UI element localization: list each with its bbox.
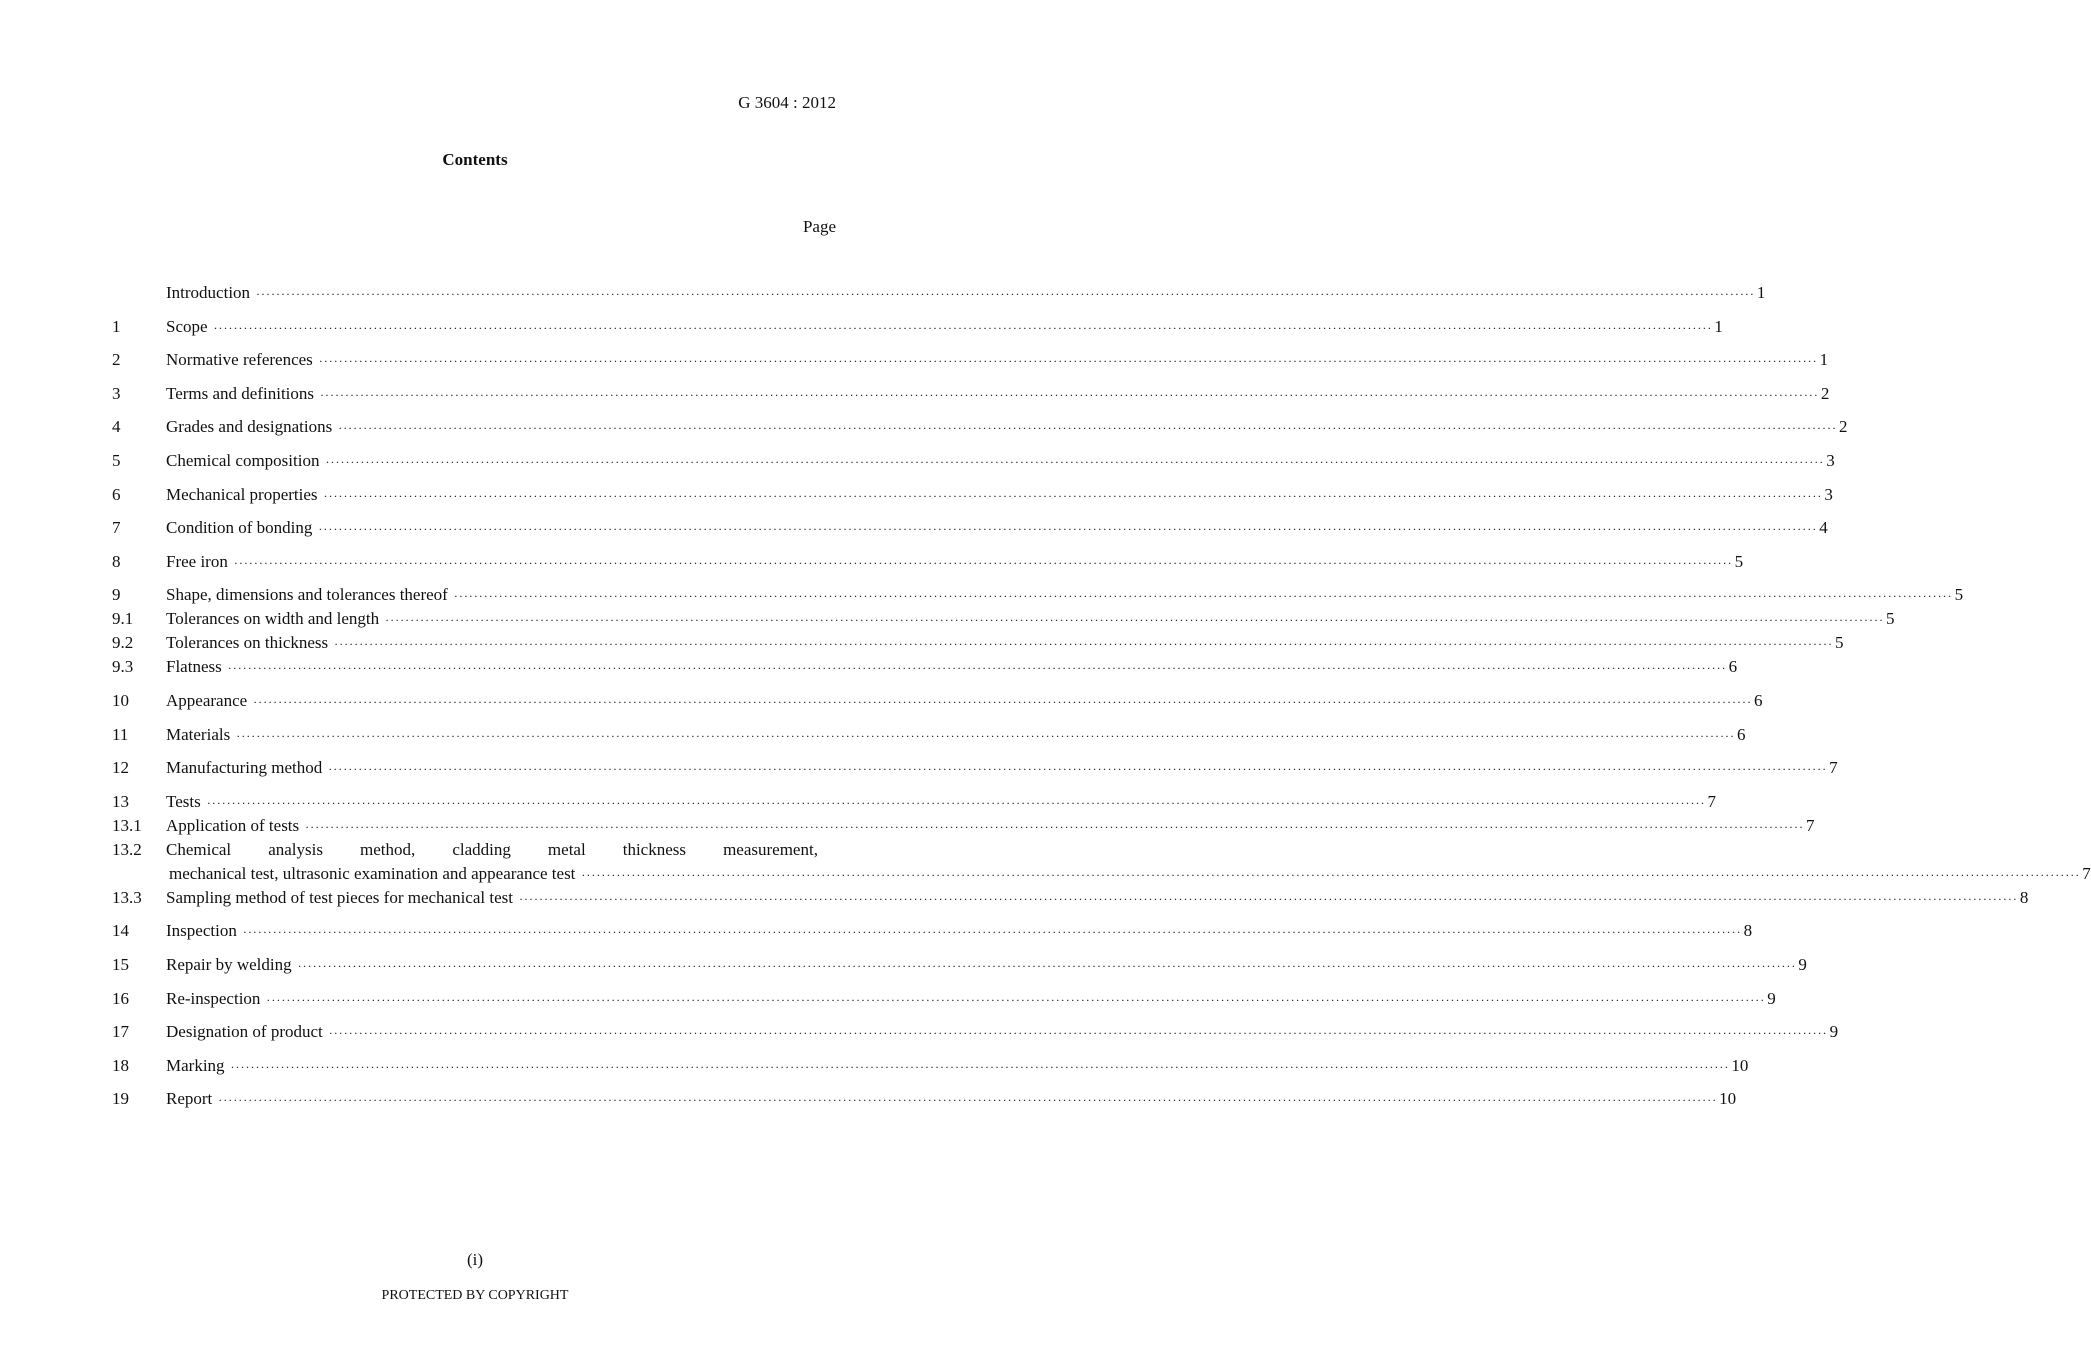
dot-leader: ············································································································································································································································································································ <box>227 661 1727 676</box>
dot-leader: ············································································································································································································································································································ <box>328 762 1828 777</box>
dot-leader: ············································································································································································································································································································ <box>305 819 1804 834</box>
dot-leader: ············································································································································································································································································································ <box>518 891 2018 906</box>
dot-leader: ············································································································································································································································································································ <box>581 867 2081 882</box>
toc-entry-number: 9.3 <box>112 657 134 677</box>
dot-leader: ············································································································································································································································································································ <box>318 354 1818 369</box>
toc-entry-page: 1 <box>1819 350 1829 370</box>
toc-entry[interactable] <box>112 953 1807 977</box>
toc-entry[interactable] <box>112 886 2029 910</box>
copyright-notice: PROTECTED BY COPYRIGHT <box>381 1288 569 1303</box>
dot-leader: ············································································································································································································································································································ <box>266 992 1766 1007</box>
toc-entry[interactable] <box>112 1020 1839 1044</box>
page-folio: (i) <box>466 1250 484 1269</box>
toc-entry[interactable] <box>112 723 1746 747</box>
toc-entry-page: 9 <box>1829 1022 1839 1042</box>
toc-entry-number: 10 <box>112 690 129 710</box>
toc-entry-page: 9 <box>1798 954 1807 974</box>
toc-entry[interactable] <box>112 919 1753 943</box>
toc-entry[interactable] <box>112 315 1723 339</box>
toc-entry-page: 3 <box>1826 450 1835 470</box>
toc-entry-page: 5 <box>1834 633 1844 653</box>
toc-entry-page: 2 <box>1820 383 1830 403</box>
page-column-label: Page <box>802 217 836 236</box>
toc-entry[interactable] <box>112 382 1830 406</box>
toc-entry-title: Tests <box>166 791 201 811</box>
dot-leader: ············································································································································································································································································································ <box>253 694 1752 709</box>
toc-entry-page: 2 <box>1839 417 1848 437</box>
toc-entry-number: 9.2 <box>112 633 134 653</box>
toc-entry-page: 6 <box>1737 724 1746 744</box>
toc-entry-title: Manufacturing method <box>166 758 323 778</box>
toc-entry-number: 16 <box>112 988 129 1008</box>
toc-entry-title: Report <box>166 1089 213 1109</box>
dot-leader: ············································································································································································································································································································ <box>338 421 1838 436</box>
dot-leader: ············································································································································································································································································································ <box>256 287 1755 301</box>
toc-entry-title: Grades and designations <box>166 417 333 437</box>
toc-entry-title: Appearance <box>166 690 248 710</box>
toc-entry-title: Application of tests <box>166 815 300 835</box>
toc-entry-title: Tolerances on thickness <box>166 633 329 653</box>
toc-entry-page: 7 <box>1805 815 1815 835</box>
toc-entry-page: 10 <box>1719 1089 1737 1109</box>
toc-entry-page: 3 <box>1824 484 1833 504</box>
toc-entry-title: Scope <box>166 316 208 336</box>
toc-entry-title: Chemical composition <box>166 450 320 470</box>
toc-entry-number: 3 <box>112 383 121 403</box>
toc-entry[interactable] <box>112 655 1738 679</box>
toc-entry-number: 13.3 <box>112 887 142 907</box>
dot-leader: ············································································································································································································································································································ <box>206 795 1706 810</box>
dot-leader: ············································································································································································································································································································ <box>297 958 1797 973</box>
toc-entry-page: 1 <box>1714 316 1723 336</box>
toc-entry-title: Re-inspection <box>166 988 261 1008</box>
toc-entry-number: 17 <box>112 1022 129 1042</box>
toc-entry-page: 9 <box>1767 988 1776 1008</box>
dot-leader: ············································································································································································································································································································ <box>318 522 1818 537</box>
toc-entry-title: Terms and definitions <box>166 383 315 403</box>
toc-entry-title: Shape, dimensions and tolerances thereof <box>166 585 448 605</box>
toc-entry[interactable] <box>112 550 1744 574</box>
toc-entry-number: 7 <box>112 518 121 538</box>
toc-entry-number: 2 <box>112 350 121 370</box>
toc-entry-title: Flatness <box>166 657 222 677</box>
dot-leader: ············································································································································································································································································································ <box>218 1093 1718 1108</box>
toc-entry-number: 1 <box>112 316 121 336</box>
toc-entry[interactable] <box>112 631 1844 655</box>
toc-entry-number: 11 <box>112 724 129 744</box>
toc-entry-number: 14 <box>112 921 129 941</box>
toc-entry[interactable] <box>112 583 1964 607</box>
toc-entry-title: Inspection <box>166 921 237 941</box>
dot-leader: ············································································································································································································································································································ <box>230 1059 1730 1074</box>
dot-leader: ············································································································································································································································································································ <box>334 637 1833 652</box>
toc-entry-page: 1 <box>1756 283 1766 302</box>
dot-leader: ············································································································································································································································································································ <box>242 925 1742 940</box>
dot-leader: ············································································································································································································································································································ <box>385 613 1884 628</box>
document-id: G 3604 : 2012 <box>738 93 836 112</box>
toc-entry-title: Marking <box>166 1055 225 1075</box>
toc-entry-title: Repair by welding <box>166 954 292 974</box>
toc-entry[interactable] <box>112 1054 1749 1078</box>
toc-entry-title: Tolerances on width and length <box>166 609 380 629</box>
toc-entry[interactable] <box>112 449 1835 473</box>
toc-entry-title: Mechanical properties <box>166 484 318 504</box>
toc-entry-number: 18 <box>112 1055 129 1075</box>
toc-entry-page: 5 <box>1954 585 1964 605</box>
toc-entry[interactable] <box>112 516 1828 540</box>
dot-leader: ············································································································································································································································································································ <box>325 454 1825 469</box>
toc-entry-title: Designation of product <box>166 1022 323 1042</box>
dot-leader: ············································································································································································································································································································ <box>323 488 1823 503</box>
toc-entry-number: 19 <box>112 1089 129 1109</box>
toc-entry[interactable] <box>112 607 1895 631</box>
toc-entry-page: 8 <box>1743 921 1753 941</box>
toc-entry-title: Introduction <box>166 283 251 302</box>
toc-entry[interactable] <box>112 483 1833 507</box>
dot-leader: ············································································································································································································································································································ <box>233 555 1733 570</box>
toc-entry-title: Free iron <box>166 551 228 571</box>
toc-entry-number: 9.1 <box>112 609 134 629</box>
toc-entry-title: Chemical analysis method, cladding metal thickness measurement, <box>166 839 818 859</box>
toc-entry-number: 4 <box>112 417 121 437</box>
toc-entry[interactable] <box>112 838 818 862</box>
table-of-contents <box>112 281 2091 1111</box>
page-title: Contents <box>442 150 508 169</box>
toc-entry-continuation[interactable] <box>112 862 2091 886</box>
toc-entry-number: 15 <box>112 954 129 974</box>
toc-entry-page: 4 <box>1819 518 1828 538</box>
toc-entry-number: 13.1 <box>112 815 142 835</box>
dot-leader: ············································································································································································································································································································ <box>453 589 1953 604</box>
dot-leader: ············································································································································································································································································································ <box>320 387 1819 402</box>
toc-entry-page: 6 <box>1754 690 1763 710</box>
toc-entry[interactable] <box>112 756 1838 780</box>
dot-leader: ············································································································································································································································································································ <box>213 320 1713 335</box>
toc-entry-number: 13.2 <box>112 839 142 859</box>
toc-entry-page: 7 <box>2082 863 2091 883</box>
toc-entry-title-continued: mechanical test, ultrasonic examination and appearance test <box>169 863 576 883</box>
toc-entry[interactable] <box>112 987 1776 1011</box>
toc-entry[interactable] <box>112 1087 1737 1111</box>
toc-entry-page: 7 <box>1707 791 1717 811</box>
toc-entry[interactable] <box>112 814 1815 838</box>
toc-entry-number: 8 <box>112 551 121 571</box>
toc-entry[interactable] <box>112 415 1848 439</box>
toc-entry-title: Materials <box>166 724 231 744</box>
dot-leader: ············································································································································································································································································································ <box>328 1026 1828 1041</box>
toc-entry-title: Sampling method of test pieces for mechanical test <box>166 887 513 907</box>
toc-entry[interactable] <box>112 348 1829 372</box>
toc-entry[interactable] <box>112 689 1763 713</box>
toc-entry-page: 7 <box>1829 758 1838 778</box>
toc-entry-page: 8 <box>2019 887 2029 907</box>
toc-entry-number: 12 <box>112 758 129 778</box>
dot-leader: ············································································································································································································································································································ <box>236 728 1736 743</box>
toc-entry[interactable] <box>112 790 1717 814</box>
toc-entry-number: 13 <box>112 791 129 811</box>
toc-entry-title: Condition of bonding <box>166 518 313 538</box>
toc-entry-number: 6 <box>112 484 121 504</box>
toc-entry-page: 10 <box>1731 1055 1749 1075</box>
toc-entry-title: Normative references <box>166 350 313 370</box>
toc-entry-page: 5 <box>1885 609 1895 629</box>
toc-entry-page: 6 <box>1728 657 1738 677</box>
toc-entry[interactable] <box>112 281 1766 305</box>
toc-entry-page: 5 <box>1734 551 1744 571</box>
toc-entry-number: 5 <box>112 450 121 470</box>
toc-entry-number: 9 <box>112 585 121 605</box>
